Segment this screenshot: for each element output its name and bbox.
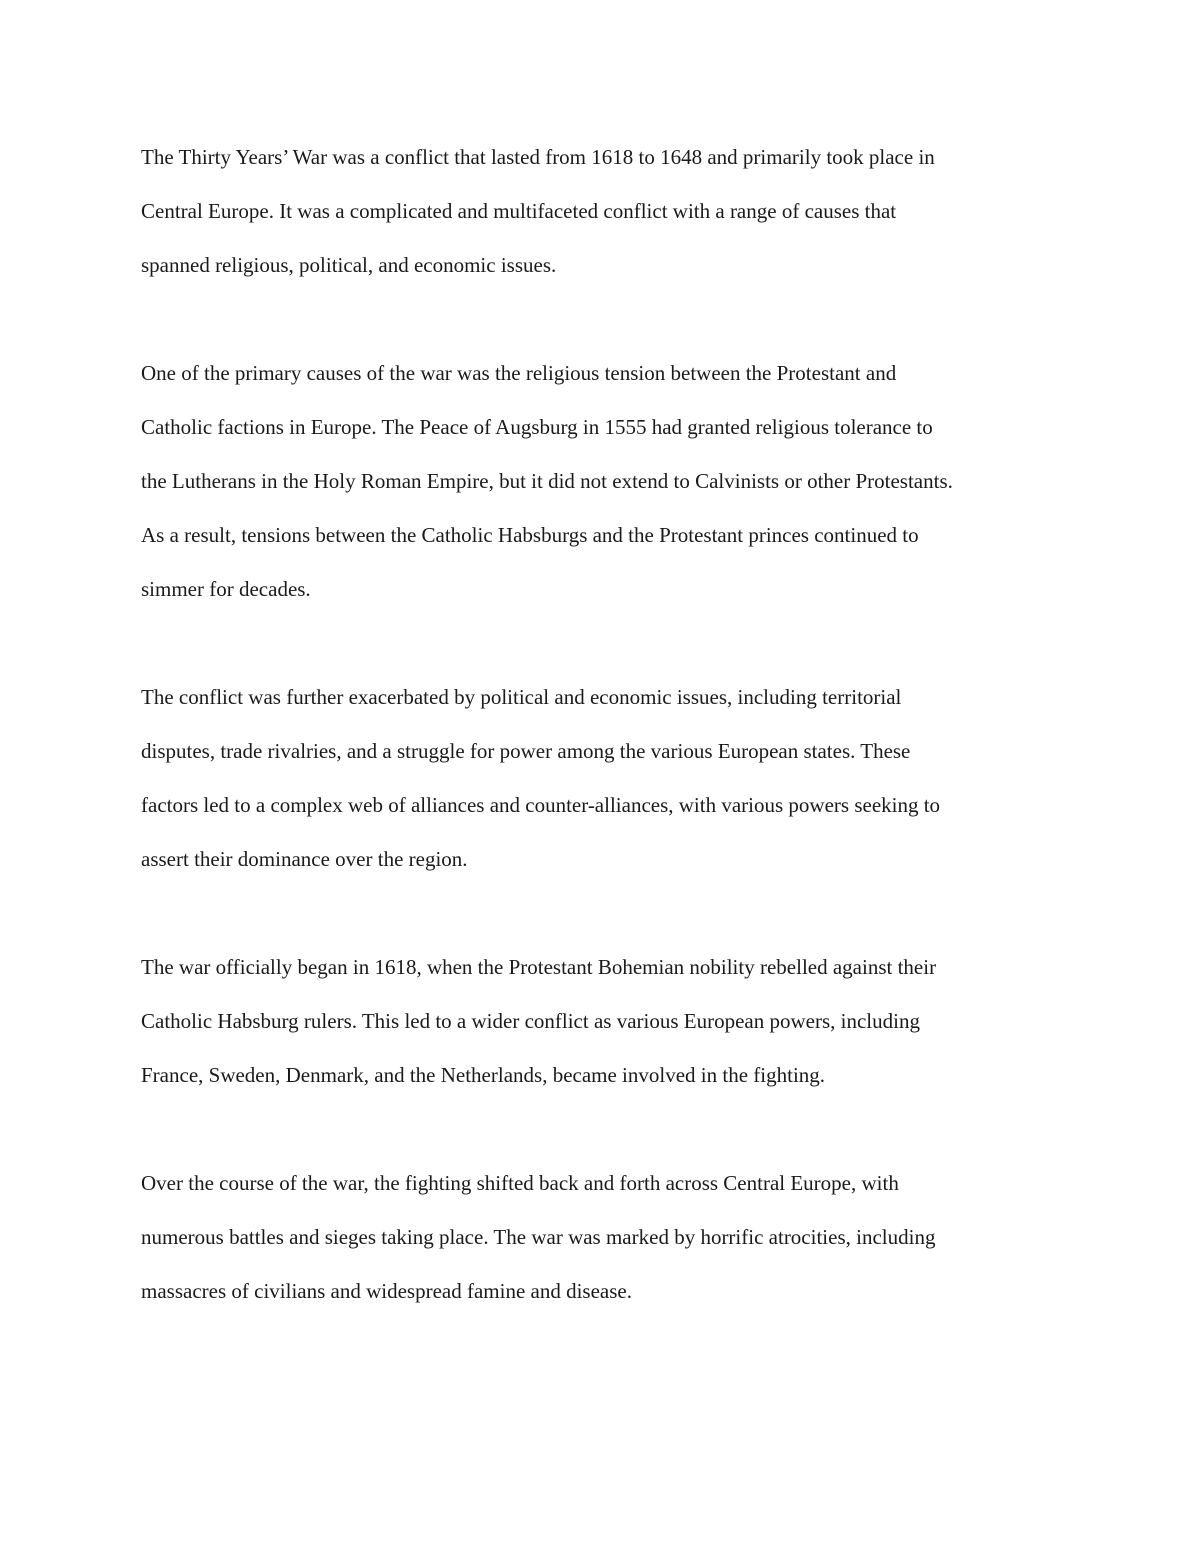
- paragraph-line: numerous battles and sieges taking place. The war was marked by horrific atrocities, including: [141, 1225, 936, 1249]
- paragraph-1: [141, 130, 1061, 292]
- paragraph-line: Over the course of the war, the fighting shifted back and forth across Central Europe, with: [141, 1171, 899, 1195]
- paragraph-line: The war officially began in 1618, when the Protestant Bohemian nobility rebelled against their: [141, 955, 937, 979]
- paragraph-2: [141, 346, 1061, 616]
- paragraph-line: the Lutherans in the Holy Roman Empire, but it did not extend to Calvinists or other Protestants.: [141, 469, 953, 493]
- paragraph-line: One of the primary causes of the war was the religious tension between the Protestant and: [141, 361, 897, 385]
- paragraph-line: Central Europe. It was a complicated and multifaceted conflict with a range of causes that: [141, 199, 897, 223]
- paragraph-spacer: [141, 292, 1061, 346]
- paragraph-line: As a result, tensions between the Catholic Habsburgs and the Protestant princes continued to: [141, 523, 919, 547]
- paragraph-line: simmer for decades.: [141, 577, 311, 601]
- document-body: [141, 130, 1061, 1318]
- paragraph-line: Catholic Habsburg rulers. This led to a wider conflict as various European powers, including: [141, 1009, 920, 1033]
- paragraph-line: The conflict was further exacerbated by political and economic issues, including territorial: [141, 685, 902, 709]
- paragraph-line: assert their dominance over the region.: [141, 847, 468, 871]
- paragraph-5: [141, 1156, 1061, 1318]
- paragraph-4: [141, 940, 1061, 1102]
- paragraph-spacer: [141, 1102, 1061, 1156]
- paragraph-line: massacres of civilians and widespread famine and disease.: [141, 1279, 632, 1303]
- paragraph-spacer: [141, 886, 1061, 940]
- paragraph-line: disputes, trade rivalries, and a struggle for power among the various European states. These: [141, 739, 911, 763]
- paragraph-line: The Thirty Years’ War was a conflict that lasted from 1618 to 1648 and primarily took place in: [141, 145, 935, 169]
- paragraph-spacer: [141, 616, 1061, 670]
- paragraph-line: Catholic factions in Europe. The Peace of Augsburg in 1555 had granted religious tolerance to: [141, 415, 933, 439]
- paragraph-line: France, Sweden, Denmark, and the Netherlands, became involved in the fighting.: [141, 1063, 826, 1087]
- paragraph-line: spanned religious, political, and economic issues.: [141, 253, 557, 277]
- paragraph-3: [141, 670, 1061, 886]
- paragraph-line: factors led to a complex web of alliances and counter-alliances, with various powers seeking to: [141, 793, 941, 817]
